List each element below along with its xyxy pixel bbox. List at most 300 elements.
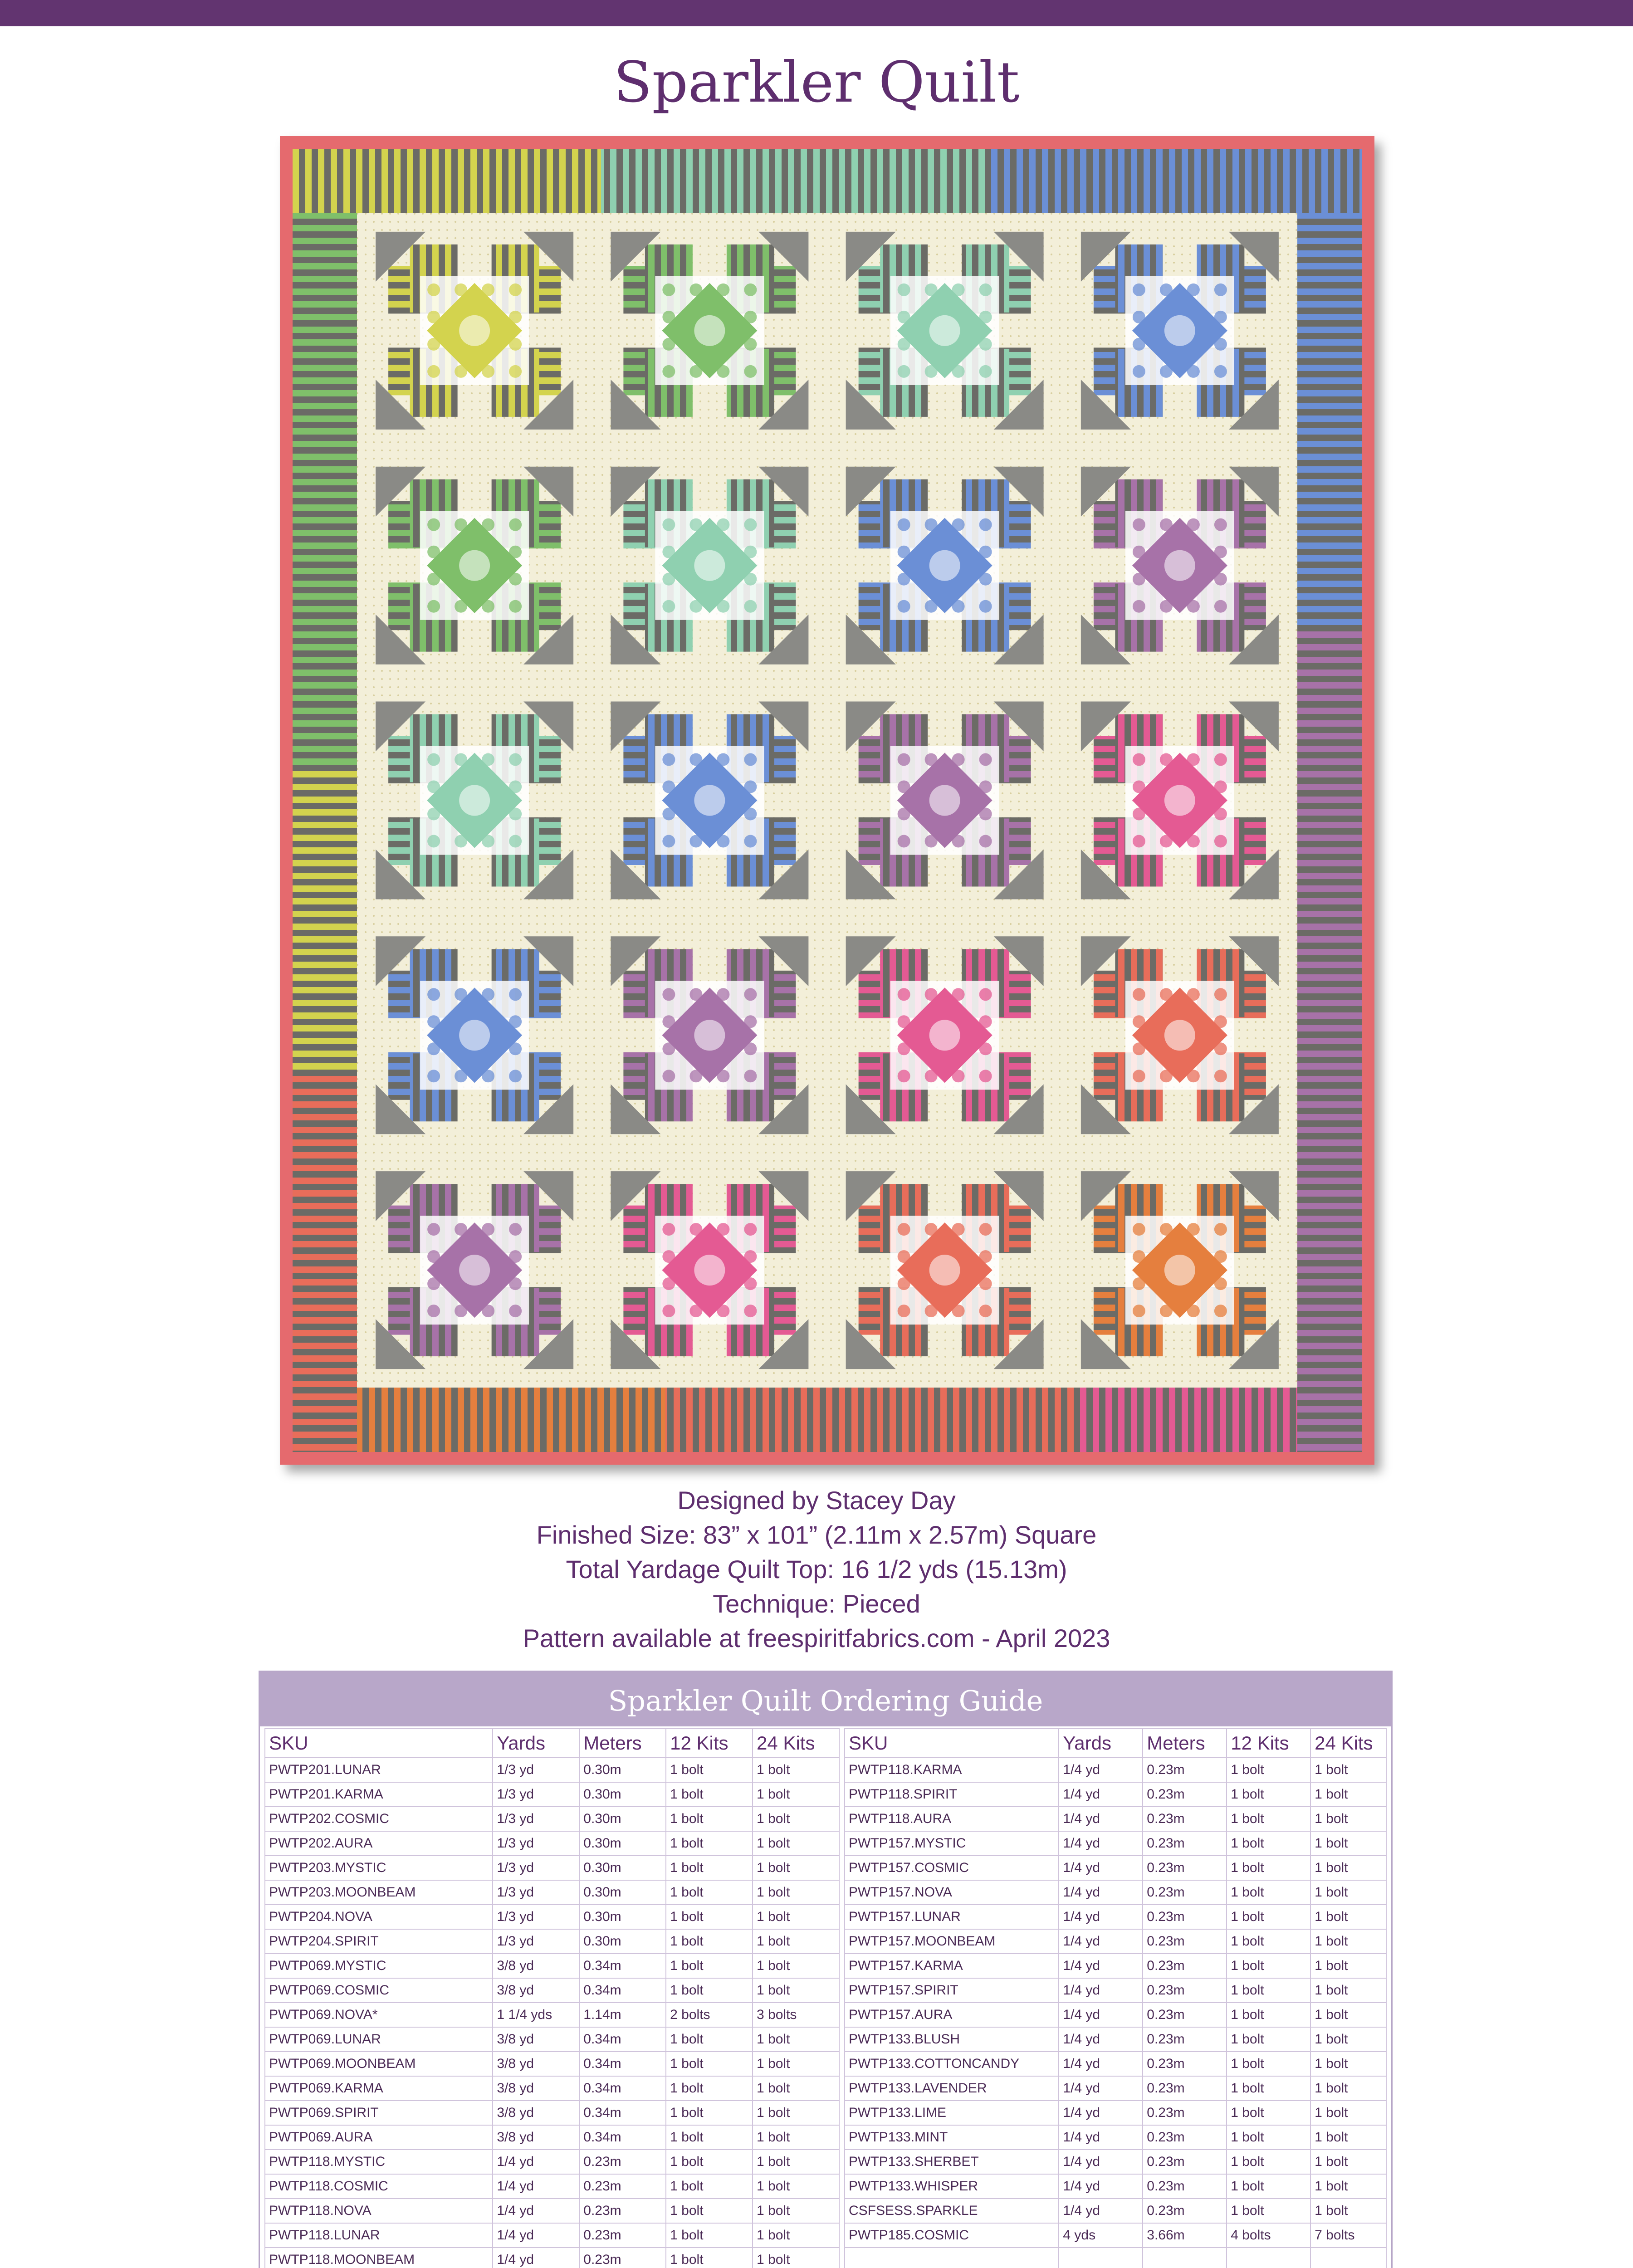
table-cell: PWTP069.AURA [265, 2125, 493, 2150]
table-cell: 1 bolt [1310, 1880, 1386, 1905]
table-cell: 1 bolt [1227, 1929, 1310, 1954]
table-row [845, 1880, 1386, 1905]
table-row [265, 2076, 839, 2101]
table-cell: 1/4 yd [493, 2174, 579, 2199]
table-cell: 1 bolt [1310, 1929, 1386, 1954]
table-cell: 1 bolt [666, 2052, 753, 2076]
block-dot [744, 988, 757, 1001]
table-cell: 1 bolt [753, 1856, 839, 1880]
table-cell: CSFSESS.SPARKLE [845, 2199, 1059, 2223]
table-row [845, 1758, 1386, 1782]
block-dot [744, 1223, 757, 1236]
table-cell: 1 bolt [753, 2223, 839, 2248]
block-dot [744, 835, 757, 848]
table-cell: 3/8 yd [493, 2052, 579, 2076]
block-dot [898, 835, 910, 848]
table-row [265, 1831, 839, 1856]
block-dot [979, 835, 992, 848]
table-cell: 1 1/4 yds [493, 2003, 579, 2027]
block-center-motif [694, 550, 725, 581]
block-dot [427, 365, 440, 378]
table-cell [1143, 2248, 1227, 2268]
table-cell: 1 bolt [666, 2248, 753, 2268]
table-row [265, 1978, 839, 2003]
table-cell [845, 2248, 1059, 2268]
table-cell: PWTP133.BLUSH [845, 2027, 1059, 2052]
block-dot [509, 988, 522, 1001]
table-cell: 1 bolt [753, 1782, 839, 1807]
block-dot [427, 518, 440, 531]
table-cell: PWTP133.MINT [845, 2125, 1059, 2150]
table-cell: PWTP118.MOONBEAM [265, 2248, 493, 2268]
table-cell: 1 bolt [1310, 1954, 1386, 1978]
block-dot [744, 753, 757, 766]
table-cell: 1 bolt [1227, 2199, 1310, 2223]
quilt-border-left-1 [293, 213, 357, 767]
table-cell: 1 bolt [753, 1978, 839, 2003]
table-cell: 0.23m [1143, 2125, 1227, 2150]
block-dot [1133, 1305, 1145, 1317]
block-dot [662, 1070, 675, 1082]
table-cell: 0.23m [579, 2248, 666, 2268]
table-cell: 1/4 yd [1059, 2003, 1143, 2027]
availability-line: Pattern available at freespiritfabrics.com - April 2023 [523, 1624, 1110, 1652]
block-center-motif [1164, 785, 1195, 816]
table-cell: 1/4 yd [1059, 1807, 1143, 1831]
table-row [845, 2003, 1386, 2027]
table-cell: 0.23m [1143, 2150, 1227, 2174]
right-col-yards: Yards [1059, 1729, 1143, 1758]
table-cell: PWTP202.COSMIC [265, 1807, 493, 1831]
table-cell: 1/4 yd [1059, 2027, 1143, 2052]
table-cell: 1 bolt [666, 1954, 753, 1978]
table-cell: 1 bolt [1227, 1954, 1310, 1978]
table-cell: 1 bolt [1227, 1978, 1310, 2003]
table-cell: PWTP069.LUNAR [265, 2027, 493, 2052]
table-cell: 0.30m [579, 1758, 666, 1782]
table-cell: 1 bolt [753, 2052, 839, 2076]
table-row [265, 2125, 839, 2150]
block-dot [1214, 365, 1227, 378]
table-cell: 0.23m [1143, 1905, 1227, 1929]
table-row [845, 1856, 1386, 1880]
ordering-table-right [844, 1728, 1387, 2268]
table-cell: 0.30m [579, 1807, 666, 1831]
block-dot [1214, 518, 1227, 531]
table-cell: PWTP118.LUNAR [265, 2223, 493, 2248]
right-col-12-kits: 12 Kits [1227, 1729, 1310, 1758]
table-cell: 1 bolt [1310, 1856, 1386, 1880]
block-dot [427, 1223, 440, 1236]
table-cell: 3/8 yd [493, 2027, 579, 2052]
table-cell: 1 bolt [753, 2174, 839, 2199]
table-cell: 0.23m [1143, 2076, 1227, 2101]
block-center-motif [459, 785, 490, 816]
block-dot [1133, 518, 1145, 531]
block-dot [427, 284, 440, 296]
block-dot [509, 753, 522, 766]
block-dot [1214, 1223, 1227, 1236]
quilt-border-bottom-3 [1074, 1388, 1297, 1452]
table-cell: 1/4 yd [1059, 1954, 1143, 1978]
table-cell: 1 bolt [1310, 1758, 1386, 1782]
table-row [265, 1758, 839, 1782]
table-cell: 1 bolt [1310, 2125, 1386, 2150]
table-cell: PWTP203.MOONBEAM [265, 1880, 493, 1905]
block-dot [427, 835, 440, 848]
table-cell: PWTP133.LIME [845, 2101, 1059, 2125]
block-dot [898, 365, 910, 378]
table-cell: PWTP157.MOONBEAM [845, 1929, 1059, 1954]
table-cell: 1 bolt [666, 2125, 753, 2150]
table-cell: PWTP202.AURA [265, 1831, 493, 1856]
block-dot [1133, 1223, 1145, 1236]
table-cell: 0.23m [1143, 1954, 1227, 1978]
table-cell: 0.23m [1143, 1880, 1227, 1905]
table-cell: PWTP118.SPIRIT [845, 1782, 1059, 1807]
top-bar [0, 0, 1633, 26]
table-cell: PWTP069.KARMA [265, 2076, 493, 2101]
block-dot [662, 518, 675, 531]
table-cell: 0.30m [579, 1929, 666, 1954]
table-cell: 1/4 yd [493, 2150, 579, 2174]
table-row [845, 1782, 1386, 1807]
technique-line: Technique: Pieced [713, 1589, 920, 1618]
table-cell: 0.23m [1143, 1856, 1227, 1880]
block-dot [898, 518, 910, 531]
block-dot [979, 518, 992, 531]
table-cell: 0.23m [1143, 1831, 1227, 1856]
block-dot [662, 1305, 675, 1317]
block-dot [1214, 988, 1227, 1001]
table-cell: 1 bolt [1227, 1807, 1310, 1831]
table-cell: PWTP201.KARMA [265, 1782, 493, 1807]
block-center-motif [694, 1255, 725, 1286]
page-title: Sparkler Quilt [613, 50, 1020, 115]
table-cell: PWTP133.COTTONCANDY [845, 2052, 1059, 2076]
table-cell: 1 bolt [753, 2027, 839, 2052]
block-dot [979, 1223, 992, 1236]
pattern-info [0, 1483, 1633, 1656]
table-cell: 1 bolt [1310, 2052, 1386, 2076]
table-row [265, 1929, 839, 1954]
block-center-motif [694, 315, 725, 346]
table-cell: 0.23m [579, 2174, 666, 2199]
table-cell: PWTP133.SHERBET [845, 2150, 1059, 2174]
table-cell: 1 bolt [753, 1807, 839, 1831]
table-row [265, 1880, 839, 1905]
table-cell: 1/4 yd [1059, 2199, 1143, 2223]
table-cell: 1 bolt [1310, 2174, 1386, 2199]
left-col-12-kits: 12 Kits [666, 1729, 753, 1758]
table-cell: 1/3 yd [493, 1856, 579, 1880]
table-cell: 4 yds [1059, 2223, 1143, 2248]
table-cell: PWTP157.COSMIC [845, 1856, 1059, 1880]
table-cell: 1 bolt [1227, 1880, 1310, 1905]
table-cell: 1 bolt [1310, 1807, 1386, 1831]
table-cell: 0.30m [579, 1831, 666, 1856]
block-dot [979, 753, 992, 766]
table-cell: 1 bolt [1227, 1758, 1310, 1782]
table-cell: 1 bolt [753, 1954, 839, 1978]
block-dot [898, 600, 910, 613]
quilt-image [280, 136, 1374, 1465]
table-row [265, 2101, 839, 2125]
table-cell: 0.23m [579, 2223, 666, 2248]
table-cell: 0.23m [1143, 1807, 1227, 1831]
block-dot [979, 988, 992, 1001]
table-cell: PWTP069.MYSTIC [265, 1954, 493, 1978]
table-row [265, 2248, 839, 2268]
table-cell: 0.23m [1143, 2199, 1227, 2223]
table-cell: 3/8 yd [493, 1978, 579, 2003]
table-cell: 1/4 yd [1059, 2174, 1143, 2199]
table-cell: 1 bolt [1227, 2150, 1310, 2174]
table-cell: 1/4 yd [1059, 1856, 1143, 1880]
table-cell: 0.30m [579, 1880, 666, 1905]
block-dot [1214, 1305, 1227, 1317]
table-cell: 1 bolt [753, 2125, 839, 2150]
table-cell: 1/4 yd [1059, 2125, 1143, 2150]
table-cell: PWTP185.COSMIC [845, 2223, 1059, 2248]
table-row [265, 2052, 839, 2076]
table-cell: 3 bolts [753, 2003, 839, 2027]
block-dot [1133, 365, 1145, 378]
block-dot [509, 1305, 522, 1317]
table-cell: 1 bolt [753, 1880, 839, 1905]
block-dot [1133, 835, 1145, 848]
table-row [845, 2248, 1386, 2268]
table-cell: PWTP204.SPIRIT [265, 1929, 493, 1954]
table-row [265, 2174, 839, 2199]
table-cell: PWTP157.NOVA [845, 1880, 1059, 1905]
table-cell: 1 bolt [1227, 2003, 1310, 2027]
table-cell: 0.23m [1143, 2027, 1227, 2052]
table-cell: 3.66m [1143, 2223, 1227, 2248]
table-cell: 1 bolt [666, 1807, 753, 1831]
table-row [845, 1978, 1386, 2003]
block-dot [1133, 1070, 1145, 1082]
block-dot [1214, 835, 1227, 848]
table-cell: PWTP069.NOVA* [265, 2003, 493, 2027]
table-cell: 1/3 yd [493, 1905, 579, 1929]
table-cell: PWTP157.MYSTIC [845, 1831, 1059, 1856]
table-cell: 1 bolt [1227, 2076, 1310, 2101]
table-cell: 0.23m [1143, 2052, 1227, 2076]
block-dot [662, 835, 675, 848]
table-cell: 1 bolt [1310, 1978, 1386, 2003]
block-center-motif [459, 550, 490, 581]
table-cell: 1 bolt [753, 2150, 839, 2174]
table-cell: 1/3 yd [493, 1782, 579, 1807]
table-cell: 1 bolt [666, 2199, 753, 2223]
table-cell: 7 bolts [1310, 2223, 1386, 2248]
block-center-motif [459, 1020, 490, 1051]
table-cell: PWTP157.SPIRIT [845, 1978, 1059, 2003]
table-cell: 1 bolt [1227, 2174, 1310, 2199]
table-row [265, 1782, 839, 1807]
table-row [845, 1954, 1386, 1978]
table-cell: 1 bolt [1310, 2076, 1386, 2101]
block-center-motif [929, 1255, 960, 1286]
block-center-motif [1164, 550, 1195, 581]
block-dot [509, 365, 522, 378]
table-cell: 1 bolt [1227, 2125, 1310, 2150]
table-cell: 1 bolt [666, 2076, 753, 2101]
table-cell: 1/3 yd [493, 1758, 579, 1782]
table-cell: 3/8 yd [493, 1954, 579, 1978]
table-cell: 1/4 yd [1059, 2052, 1143, 2076]
table-cell: 1 bolt [1227, 1831, 1310, 1856]
block-dot [979, 1305, 992, 1317]
table-cell: PWTP118.KARMA [845, 1758, 1059, 1782]
table-cell: 1/4 yd [1059, 2076, 1143, 2101]
ordering-guide-heading: Sparkler Quilt Ordering Guide [260, 1672, 1391, 1726]
quilt-border-left-2 [293, 767, 357, 1075]
table-cell: 1/3 yd [493, 1929, 579, 1954]
block-dot [1133, 988, 1145, 1001]
table-row [265, 2199, 839, 2223]
block-dot [898, 1223, 910, 1236]
table-cell: 1 bolt [666, 2150, 753, 2174]
total-yardage-line: Total Yardage Quilt Top: 16 1/2 yds (15.13m) [566, 1555, 1067, 1584]
table-cell: 1/4 yd [493, 2199, 579, 2223]
table-row [845, 1905, 1386, 1929]
block-center-motif [929, 550, 960, 581]
block-dot [427, 1070, 440, 1082]
block-dot [1214, 600, 1227, 613]
table-cell: 0.34m [579, 2052, 666, 2076]
table-cell: 0.34m [579, 1978, 666, 2003]
block-dot [509, 600, 522, 613]
quilt-border-top-3 [991, 149, 1362, 213]
table-cell: 0.23m [1143, 1978, 1227, 2003]
table-cell: 0.23m [579, 2150, 666, 2174]
table-cell: PWTP118.AURA [845, 1807, 1059, 1831]
table-cell: 1/4 yd [1059, 1929, 1143, 1954]
quilt-border-top-1 [293, 149, 601, 213]
block-dot [509, 284, 522, 296]
table-cell: 1/4 yd [1059, 1758, 1143, 1782]
table-row [845, 2199, 1386, 2223]
table-cell: 0.23m [579, 2199, 666, 2223]
block-dot [1133, 284, 1145, 296]
block-dot [979, 600, 992, 613]
table-cell: 1 bolt [1310, 2101, 1386, 2125]
table-cell: 0.23m [1143, 1758, 1227, 1782]
table-cell: PWTP133.LAVENDER [845, 2076, 1059, 2101]
table-cell: PWTP133.WHISPER [845, 2174, 1059, 2199]
table-cell: 1/4 yd [1059, 2101, 1143, 2125]
table-cell: 1 bolt [1227, 2052, 1310, 2076]
table-cell: 0.23m [1143, 2003, 1227, 2027]
block-dot [1133, 753, 1145, 766]
table-row [265, 2150, 839, 2174]
table-cell [1059, 2248, 1143, 2268]
table-cell: PWTP118.MYSTIC [265, 2150, 493, 2174]
table-cell: 1 bolt [666, 1929, 753, 1954]
quilt-border-left-3 [293, 1075, 357, 1452]
block-dot [898, 284, 910, 296]
block-dot [979, 365, 992, 378]
block-dot [744, 518, 757, 531]
table-cell: 1 bolt [666, 2027, 753, 2052]
table-cell: 0.23m [1143, 2174, 1227, 2199]
block-dot [1133, 600, 1145, 613]
block-dot [898, 988, 910, 1001]
block-dot [744, 284, 757, 296]
table-cell: 1 bolt [666, 2223, 753, 2248]
table-cell: 1/3 yd [493, 1880, 579, 1905]
table-cell: 1 bolt [1310, 2003, 1386, 2027]
table-cell: 1 bolt [1227, 1782, 1310, 1807]
table-row [845, 2174, 1386, 2199]
block-dot [509, 835, 522, 848]
table-cell: 1 bolt [666, 1856, 753, 1880]
block-center-motif [929, 315, 960, 346]
table-cell: 1 bolt [666, 1880, 753, 1905]
table-row [265, 1954, 839, 1978]
table-cell: 1 bolt [1227, 1905, 1310, 1929]
block-center-motif [929, 1020, 960, 1051]
table-cell: 2 bolts [666, 2003, 753, 2027]
block-center-motif [929, 785, 960, 816]
left-col-24-kits: 24 Kits [753, 1729, 839, 1758]
table-cell: 0.30m [579, 1905, 666, 1929]
right-col-meters: Meters [1143, 1729, 1227, 1758]
block-dot [662, 988, 675, 1001]
table-cell: 3/8 yd [493, 2125, 579, 2150]
table-row [845, 2223, 1386, 2248]
block-dot [1214, 753, 1227, 766]
block-center-motif [694, 1020, 725, 1051]
table-cell: PWTP157.LUNAR [845, 1905, 1059, 1929]
table-cell: 0.34m [579, 2125, 666, 2150]
table-cell: 1/4 yd [1059, 1782, 1143, 1807]
table-row [845, 1929, 1386, 1954]
block-dot [662, 1223, 675, 1236]
table-cell: 1/3 yd [493, 1807, 579, 1831]
table-cell: PWTP069.MOONBEAM [265, 2052, 493, 2076]
quilt-border-bottom-1 [357, 1388, 665, 1452]
block-center-motif [459, 315, 490, 346]
table-cell: 3/8 yd [493, 2076, 579, 2101]
block-dot [1214, 1070, 1227, 1082]
block-dot [427, 753, 440, 766]
table-cell: 1 bolt [1310, 2027, 1386, 2052]
table-cell: 1 bolt [753, 1758, 839, 1782]
table-cell: 0.34m [579, 1954, 666, 1978]
table-cell: 0.34m [579, 2101, 666, 2125]
block-dot [898, 753, 910, 766]
block-dot [898, 1305, 910, 1317]
table-cell: 1 bolt [753, 1831, 839, 1856]
block-dot [509, 518, 522, 531]
table-cell [1227, 2248, 1310, 2268]
block-dot [509, 1070, 522, 1082]
table-cell: PWTP118.COSMIC [265, 2174, 493, 2199]
table-row [265, 2223, 839, 2248]
table-cell: PWTP157.KARMA [845, 1954, 1059, 1978]
table-cell: 1.14m [579, 2003, 666, 2027]
table-row [845, 2027, 1386, 2052]
table-cell: 3/8 yd [493, 2101, 579, 2125]
right-col-sku: SKU [845, 1729, 1059, 1758]
block-dot [662, 365, 675, 378]
table-row [845, 1807, 1386, 1831]
table-cell: 1 bolt [666, 1978, 753, 2003]
table-cell: 1 bolt [1310, 1831, 1386, 1856]
